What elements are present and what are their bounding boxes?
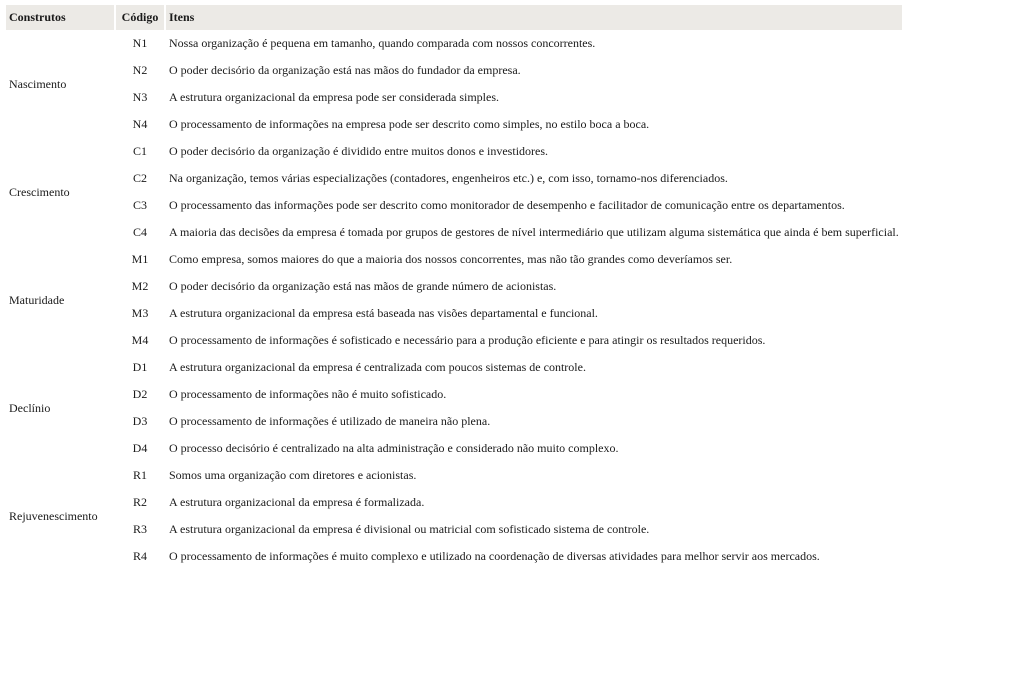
table-row <box>6 489 902 516</box>
item-cell: A estrutura organizacional da empresa é formalizada. <box>169 495 425 509</box>
item-cell: O poder decisório da organização é dividido entre muitos donos e investidores. <box>169 144 549 158</box>
table-row <box>6 246 902 273</box>
item-cell: O processamento de informações não é muito sofisticado. <box>169 387 447 401</box>
table-row <box>6 300 902 327</box>
table-row <box>6 327 902 354</box>
table-row <box>6 435 902 462</box>
table-header <box>6 5 902 30</box>
item-cell: A estrutura organizacional da empresa é centralizada com poucos sistemas de controle. <box>169 360 586 374</box>
table-row <box>6 354 902 381</box>
code-cell: R4 <box>132 549 147 563</box>
table-row <box>6 192 902 219</box>
table-row <box>6 219 902 246</box>
code-cell: M2 <box>131 279 149 293</box>
table-body <box>6 30 902 570</box>
code-cell: D3 <box>132 414 148 428</box>
item-cell: O processamento de informações é muito complexo e utilizado na coordenação de diversas atividades para melhor servir aos mercados. <box>169 549 820 563</box>
construct-cell: Maturidade <box>9 292 65 307</box>
code-cell: N1 <box>132 36 148 50</box>
table-row <box>6 111 902 138</box>
item-cell: O processamento das informações pode ser descrito como monitorador de desempenho e facilitador de comunicação entre os departamentos. <box>169 198 845 212</box>
code-cell: M4 <box>131 333 149 347</box>
header-row <box>6 5 902 30</box>
item-cell: O processamento de informações na empresa pode ser descrito como simples, no estilo boca a boca. <box>169 117 650 131</box>
item-cell: A estrutura organizacional da empresa pode ser considerada simples. <box>169 90 499 104</box>
code-cell: C1 <box>132 144 147 158</box>
item-cell: A maioria das decisões da empresa é tomada por grupos de gestores de nível intermediário que utilizam alguma sistemática que ainda é bem superficial. <box>169 225 899 239</box>
item-cell: O processo decisório é centralizado na alta administração e considerado não muito complexo. <box>169 441 619 455</box>
code-cell: N3 <box>132 90 148 104</box>
item-cell: Nossa organização é pequena em tamanho, quando comparada com nossos concorrentes. <box>169 36 596 50</box>
table-row <box>6 165 902 192</box>
code-cell: R3 <box>132 522 147 536</box>
item-cell: O processamento de informações é sofisticado e necessário para a produção eficiente e para atingir os resultados requeridos. <box>169 333 766 347</box>
construct-cell: Rejuvenescimento <box>9 508 98 523</box>
table-row <box>6 84 902 111</box>
table-row <box>6 30 902 57</box>
code-cell: D2 <box>132 387 148 401</box>
construct-cell: Declínio <box>9 400 51 415</box>
code-cell: D4 <box>132 441 148 455</box>
item-cell: O poder decisório da organização está nas mãos do fundador da empresa. <box>169 63 521 77</box>
code-cell: D1 <box>132 360 148 374</box>
construct-cell: Nascimento <box>9 76 67 91</box>
code-cell: M3 <box>131 306 149 320</box>
item-cell: A estrutura organizacional da empresa é divisional ou matricial com sofisticado sistema de controle. <box>169 522 650 536</box>
code-cell: N2 <box>132 63 148 77</box>
code-cell: N4 <box>132 117 148 131</box>
item-cell: Na organização, temos várias especializações (contadores, engenheiros etc.) e, com isso, tornamo-nos diferenciados. <box>169 171 728 185</box>
table-row <box>6 408 902 435</box>
item-cell: Como empresa, somos maiores do que a maioria dos nossos concorrentes, mas não tão grandes como deveríamos ser. <box>169 252 733 266</box>
item-cell: Somos uma organização com diretores e acionistas. <box>169 468 417 482</box>
table-row <box>6 462 902 489</box>
code-cell: M1 <box>131 252 149 266</box>
table-row <box>6 57 902 84</box>
header-items: Itens <box>166 5 902 30</box>
table-row <box>6 273 902 300</box>
code-cell: R1 <box>132 468 147 482</box>
item-cell: O poder decisório da organização está nas mãos de grande número de acionistas. <box>169 279 557 293</box>
table-row <box>6 381 902 408</box>
code-cell: R2 <box>132 495 147 509</box>
constructs-table <box>4 5 904 570</box>
table-row <box>6 543 902 570</box>
item-cell: A estrutura organizacional da empresa está baseada nas visões departamental e funcional. <box>169 306 598 320</box>
code-cell: C4 <box>132 225 147 239</box>
header-code: Código <box>116 5 164 30</box>
table-row <box>6 138 902 165</box>
code-cell: C3 <box>132 198 147 212</box>
header-construct: Construtos <box>6 5 114 30</box>
table-row <box>6 516 902 543</box>
code-cell: C2 <box>132 171 147 185</box>
construct-cell: Crescimento <box>9 184 70 199</box>
item-cell: O processamento de informações é utilizado de maneira não plena. <box>169 414 491 428</box>
